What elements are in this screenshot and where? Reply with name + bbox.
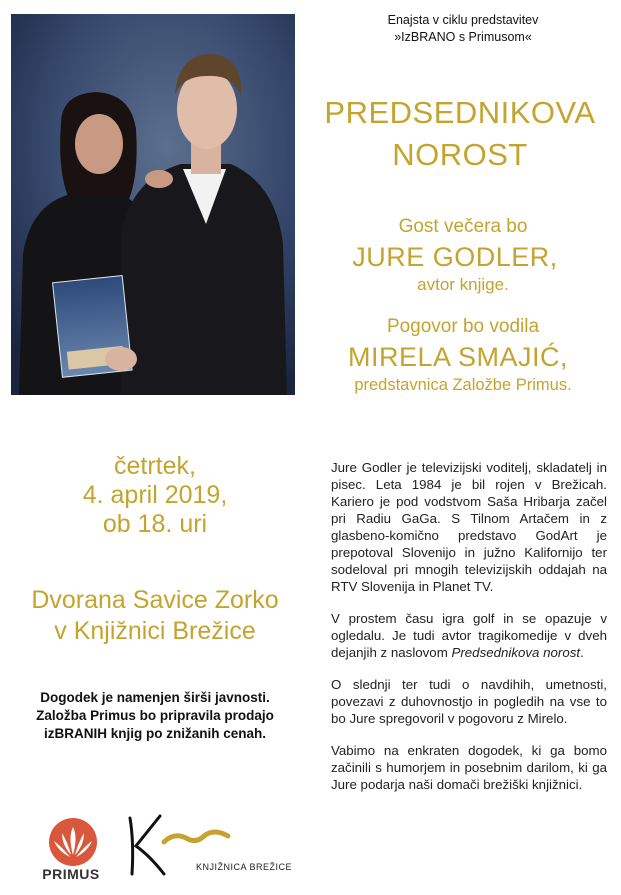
- notice-line-2: Založba Primus bo pripravila prodajo: [36, 708, 274, 723]
- event-date: [4, 452, 306, 539]
- venue-line-2: v Knjižnici Brežice: [54, 617, 256, 645]
- bio-p2-end: .: [580, 645, 584, 660]
- event-time: ob 18. uri: [102, 510, 208, 538]
- venue-line-1: Dvorana Savice Zorko: [31, 586, 279, 614]
- title-line-1: PREDSEDNIKOVA: [324, 95, 596, 130]
- public-notice: [20, 689, 290, 743]
- moderator-name: MIRELA SMAJIĆ,: [347, 342, 569, 372]
- notice-line-3: izBRANIH knjig po znižanih cenah.: [43, 726, 266, 741]
- primus-logo-text: PRIMUS: [42, 866, 100, 882]
- author-photo: [11, 14, 295, 395]
- event-date-line: 4. april 2019,: [82, 481, 228, 509]
- bio-text: [331, 459, 607, 808]
- event-venue: [4, 585, 306, 647]
- title-line-2: NOROST: [392, 137, 528, 172]
- event-day: četrtek,: [114, 452, 196, 480]
- moderator-role: predstavnica Založbe Primus.: [354, 376, 572, 394]
- series-line-1: Enajsta v ciklu predstavitev: [387, 13, 539, 27]
- portrait-illustration: [11, 14, 295, 395]
- book-title: Predsednikova norost: [451, 645, 581, 660]
- bio-paragraph-4: Vabimo na enkraten dogodek, ki ga bomo začinili s humorjem in posebnim darilom, ki ga Jure podarja naši domači brežiški knjižnici.: [331, 743, 607, 792]
- bio-paragraph-2: [331, 610, 607, 661]
- moderator-intro: Pogovor bo vodila: [386, 316, 540, 337]
- series-line-2: »IzBRANO s Primusom«: [394, 30, 532, 44]
- series-caption: [318, 12, 608, 46]
- notice-line-1: Dogodek je namenjen širši javnosti.: [40, 690, 270, 705]
- event-title: [300, 92, 620, 176]
- bio-paragraph-1: Jure Godler je televizijski voditelj, skladatelj in pisec. Leta 1984 je bil rojen v Brežicah. Kariero je pod vodstvom Saša Hribarja začel pri Radiu GaGa. S Tilnom Artačem in z glasbeno-komično predstavo GodArt je prepotoval Slovenijo in južno Kalifornijo ter sodeloval pri mnogih televizijskih oddajah na RTV Slovenija in Planet TV.: [331, 460, 607, 594]
- bio-p2-start: V prostem času igra golf in se opazuje v ogledalu. Je tudi avtor tragikomedije v dveh dejanjih z naslovom: [331, 611, 607, 660]
- guest-role: avtor knjige.: [417, 275, 509, 294]
- guest-intro: Gost večera bo: [398, 216, 528, 237]
- bio-paragraph-3: O slednji ter tudi o navdihih, umetnosti, povezavi z duhovnostjo in pogledih na vse to bo Jure spregovoril v pogovoru z Mirelo.: [331, 677, 607, 726]
- guest-name: JURE GODLER,: [352, 242, 558, 272]
- library-logo-text: KNJIŽNICA BREŽICE: [196, 862, 293, 872]
